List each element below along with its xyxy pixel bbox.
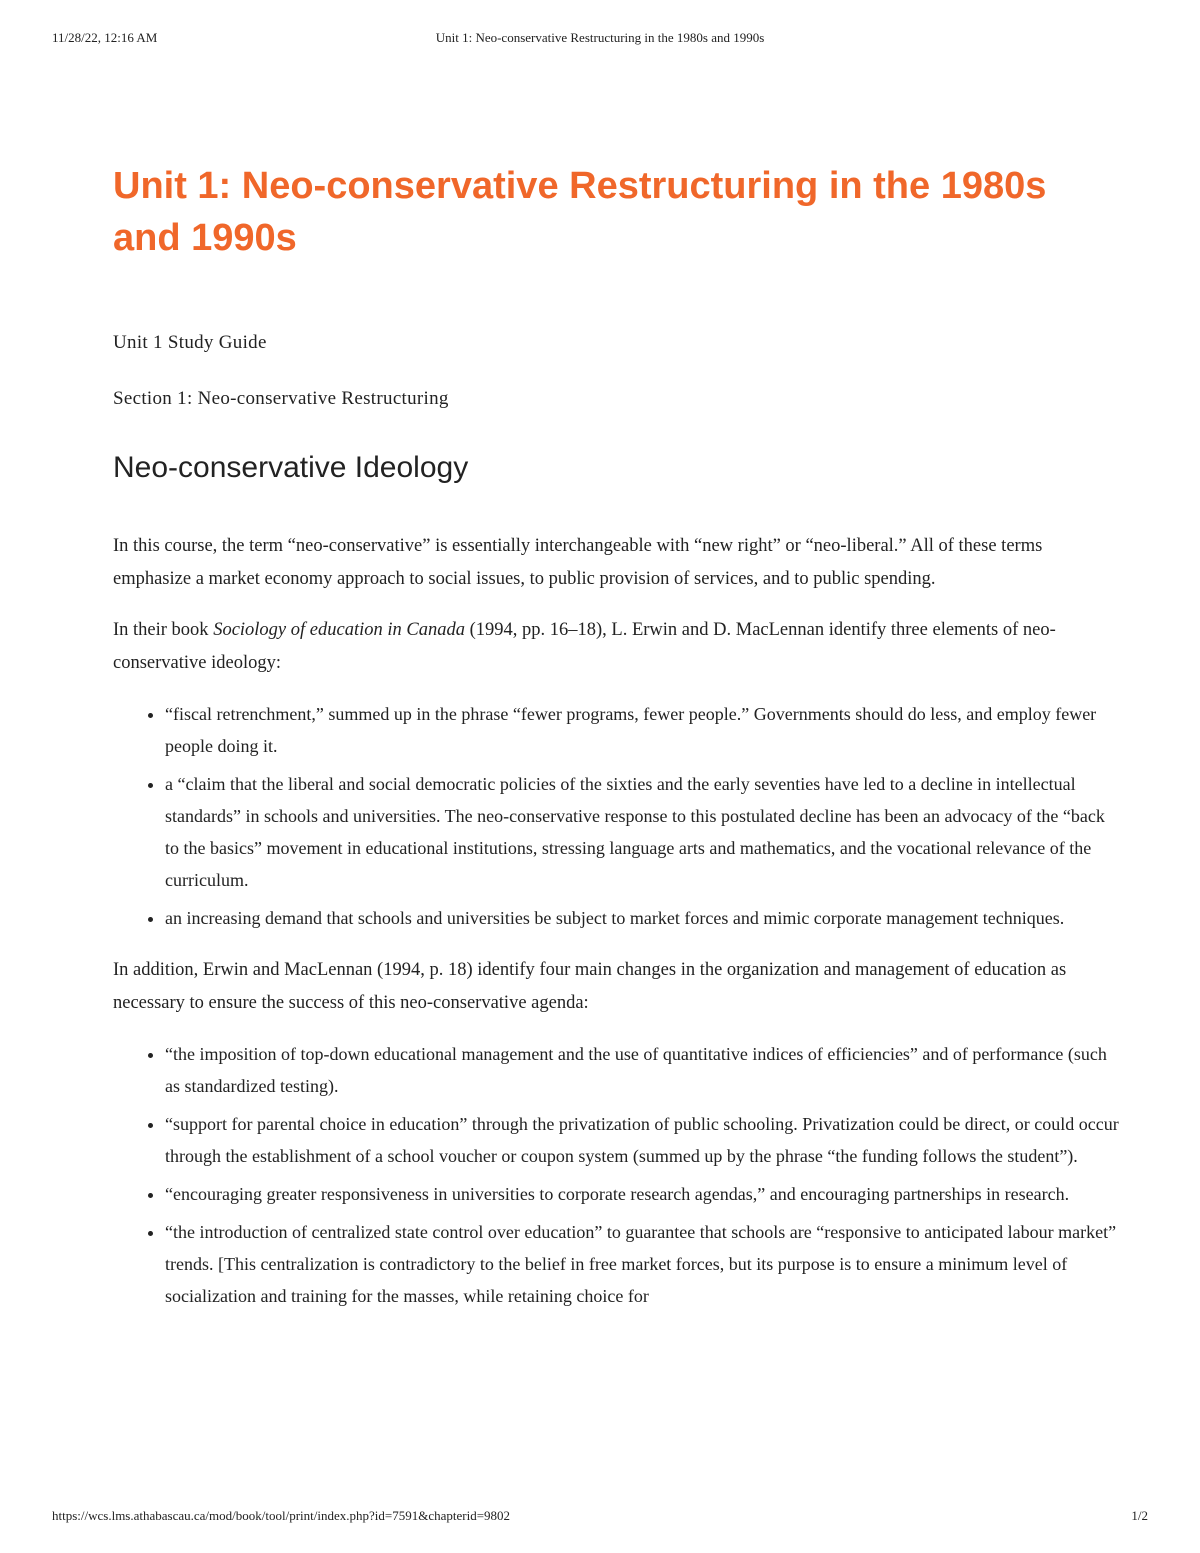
- list-item: • “fiscal retrenchment,” summed up in the phrase “fewer programs, fewer people.” Governments should do less, and employ fewer people doing it.: [165, 698, 1123, 762]
- paragraph-prefix: In their book: [113, 620, 214, 640]
- paragraph-intro: In this course, the term “neo-conservative” is essentially interchangeable with “new right” or “neo-liberal.” All of these terms emphasize a market economy approach to social issues, to public provision of services, and to public spending.: [113, 536, 1043, 589]
- book-title: Sociology of education in Canada: [213, 620, 465, 640]
- print-document-title: Unit 1: Neo-conservative Restructuring in the 1980s and 1990s: [435, 30, 765, 45]
- list-item: • “the introduction of centralized state control over education” to guarantee that schools are “responsive to anticipated labour market” trends. [This centralization is contradictory to the belief in free market forces, but its purpose is to ensure a minimum level of socialization and training for the masses, while retaining choice for: [165, 1216, 1123, 1312]
- study-guide-label: Unit 1 Study Guide: [113, 332, 267, 353]
- section-label: Section 1: Neo-conservative Restructuring: [113, 388, 449, 409]
- list-item: • an increasing demand that schools and universities be subject to market forces and mimic corporate management techniques.: [165, 902, 1123, 934]
- page-content: [113, 160, 1123, 1332]
- list-item: • “encouraging greater responsiveness in universities to corporate research agendas,” and encouraging partnerships in research.: [165, 1178, 1123, 1210]
- print-header: [0, 30, 1200, 50]
- print-timestamp: 11/28/22, 12:16 AM: [52, 30, 158, 45]
- paragraph-book-reference: [113, 614, 1123, 680]
- list-item: • “the imposition of top-down educational management and the use of quantitative indices of efficiencies” and of performance (such as standardized testing).: [165, 1038, 1123, 1102]
- page-title: Unit 1: Neo-conservative Restructuring in the 1980s and 1990s: [113, 165, 1047, 259]
- paragraph-suffix: (1994, pp. 16–18), L. Erwin and D. MacLennan identify three elements of neo-conservative ideology:: [113, 620, 1056, 673]
- list-item: • a “claim that the liberal and social democratic policies of the sixties and the early seventies have led to a decline in intellectual standards” in schools and universities. The neo-conservative response to this postulated decline has been an advocacy of the “back to the basics” movement in educational institutions, stressing language arts and mathematics, and the vocational relevance of the curriculum.: [165, 768, 1123, 896]
- management-changes-list: [113, 1038, 1123, 1312]
- section-heading: Neo-conservative Ideology: [113, 451, 469, 484]
- print-url: https://wcs.lms.athabascau.ca/mod/book/tool/print/index.php?id=7591&chapterid=9802: [52, 1508, 511, 1523]
- paragraph-changes: In addition, Erwin and MacLennan (1994, p. 18) identify four main changes in the organization and management of education as necessary to ensure the success of this neo-conservative agenda:: [113, 960, 1067, 1013]
- print-footer: [0, 1508, 1200, 1528]
- page-number: 1/2: [1131, 1508, 1148, 1523]
- ideology-elements-list: [113, 698, 1123, 934]
- list-item: • “support for parental choice in education” through the privatization of public schooling. Privatization could be direct, or could occur through the establishment of a school voucher or coupon system (summed up by the phrase “the funding follows the student”).: [165, 1108, 1123, 1172]
